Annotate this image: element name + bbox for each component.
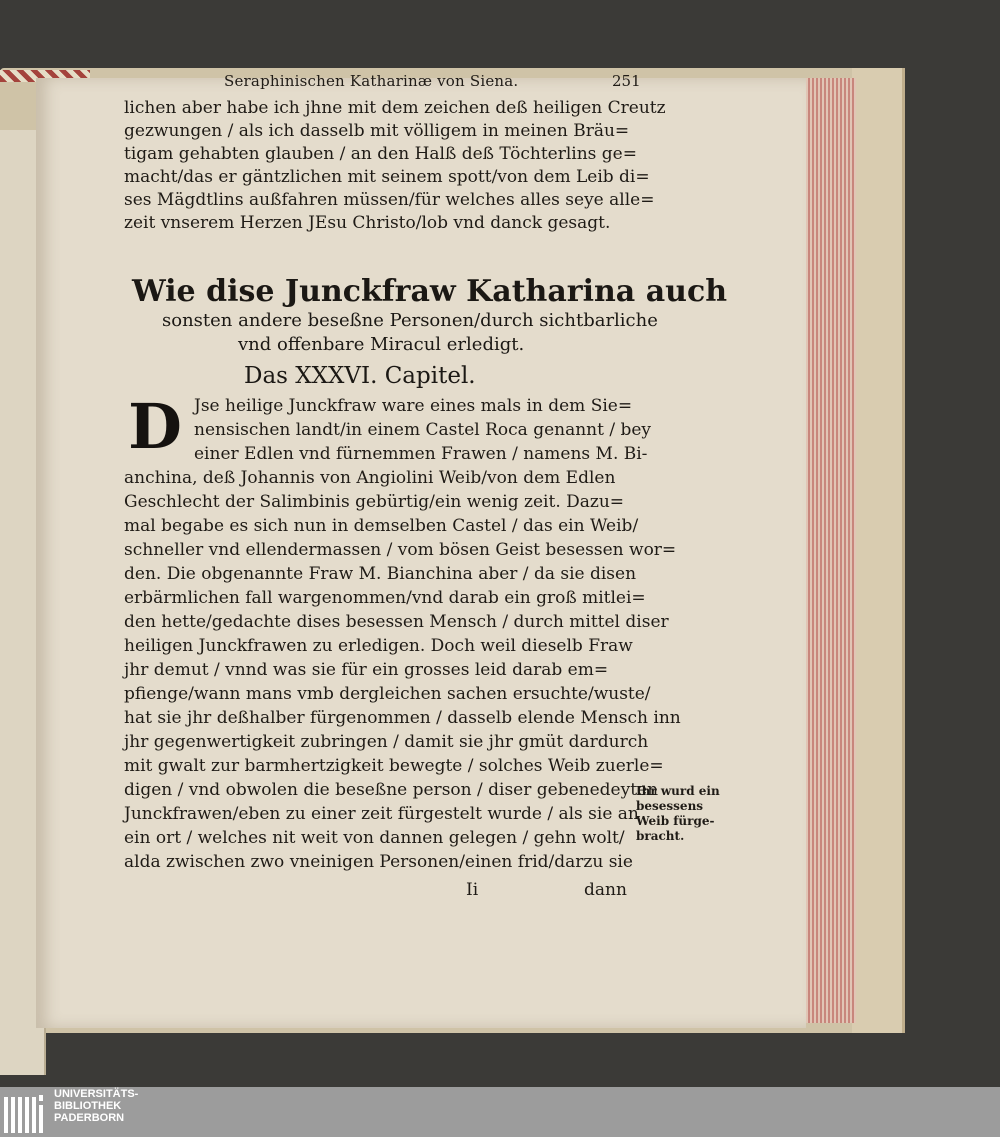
- catchword: dann: [584, 880, 627, 900]
- library-name-line: BIBLIOTHEK: [54, 1100, 122, 1112]
- library-name-line: PADERBORN: [54, 1112, 125, 1124]
- text-line: zeit vnserem Herzen JEsu Christo/lob vnd danck gesagt.: [124, 213, 611, 233]
- text-line: hat sie jhr deßhalber fürgenommen / dasselb elende Mensch inn: [124, 708, 681, 728]
- text-line: ses Mägdtlins außfahren müssen/für welches alles seye alle=: [124, 190, 655, 210]
- text-line: mit gwalt zur barmhertzigkeit bewegte / solches Weib zuerle=: [124, 756, 664, 776]
- back-cover-edge: [852, 68, 905, 1033]
- text-line: pfienge/wann mans vmb dergleichen sachen ersuchte/wuste/: [124, 684, 651, 704]
- margin-note-line: bracht.: [636, 829, 685, 843]
- text-line: digen / vnd obwolen die beseßne person / diser gebenedeyten: [124, 780, 659, 800]
- text-line: den. Die obgenannte Fraw M. Bianchina aber / da sie disen: [124, 564, 637, 584]
- signature-mark: Ii: [466, 880, 479, 900]
- text-line: anchina, deß Johannis von Angiolini Weib/von dem Edlen: [124, 468, 616, 488]
- text-line: mal begabe es sich nun in demselben Castel / das ein Weib/: [124, 516, 639, 536]
- text-line: Junckfrawen/eben zu einer zeit fürgestelt wurde / als sie an: [124, 804, 639, 824]
- text-line: alda zwischen zwo vneinigen Personen/einen frid/darzu sie: [124, 852, 633, 872]
- text-line: macht/das er gäntzlichen mit seinem spott/von dem Leib di=: [124, 167, 650, 187]
- text-line: heiligen Junckfrawen zu erledigen. Doch weil dieselb Fraw: [124, 636, 633, 656]
- text-line: Jse heilige Junckfraw ware eines mals in dem Sie=: [194, 396, 633, 416]
- section-subheading: sonsten andere beseßne Personen/durch sichtbarliche: [162, 310, 658, 331]
- drop-cap-initial: D: [128, 390, 182, 463]
- library-name: [54, 1088, 138, 1124]
- margin-note-line: Ihr wurd ein: [636, 784, 720, 798]
- page-number: 251: [612, 72, 641, 90]
- library-logo-icon: [4, 1091, 48, 1133]
- chapter-title: Das XXXVI. Capitel.: [244, 363, 476, 389]
- text-line: gezwungen / als ich dasselb mit völligem in meinen Bräu=: [124, 121, 630, 141]
- text-line: tigam gehabten glauben / an den Halß deß Töchterlins ge=: [124, 144, 637, 164]
- margin-note-line: Weib fürge-: [636, 814, 715, 828]
- page-edges: [798, 78, 856, 1023]
- text-line: erbärmlichen fall wargenommen/vnd darab ein groß mitlei=: [124, 588, 646, 608]
- text-line: schneller vnd ellendermassen / vom bösen Geist besessen wor=: [124, 540, 677, 560]
- text-line: ein ort / welches nit weit von dannen gelegen / gehn wolt/: [124, 828, 625, 848]
- text-line: nensischen landt/in einem Castel Roca genannt / bey: [194, 420, 652, 440]
- text-line: jhr demut / vnnd was sie für ein grosses leid darab em=: [124, 660, 609, 680]
- running-head: Seraphinischen Katharinæ von Siena.: [224, 72, 519, 90]
- library-name-line: UNIVERSITÄTS-: [54, 1088, 139, 1100]
- text-line: jhr gegenwertigkeit zubringen / damit sie jhr gmüt dardurch: [124, 732, 649, 752]
- text-line: einer Edlen vnd fürnemmen Frawen / namens M. Bi-: [194, 444, 648, 464]
- margin-note-line: besessens: [636, 799, 704, 813]
- text-line: Geschlecht der Salimbinis gebürtig/ein wenig zeit. Dazu=: [124, 492, 625, 512]
- library-footer-bar: [0, 1087, 1000, 1137]
- section-heading: Wie dise Junckfraw Katharina auch: [132, 274, 728, 309]
- text-line: den hette/gedachte dises besessen Mensch / durch mittel diser: [124, 612, 669, 632]
- section-subheading: vnd offenbare Miracul erledigt.: [238, 334, 525, 355]
- text-line: lichen aber habe ich jhne mit dem zeichen deß heiligen Creutz: [124, 98, 666, 118]
